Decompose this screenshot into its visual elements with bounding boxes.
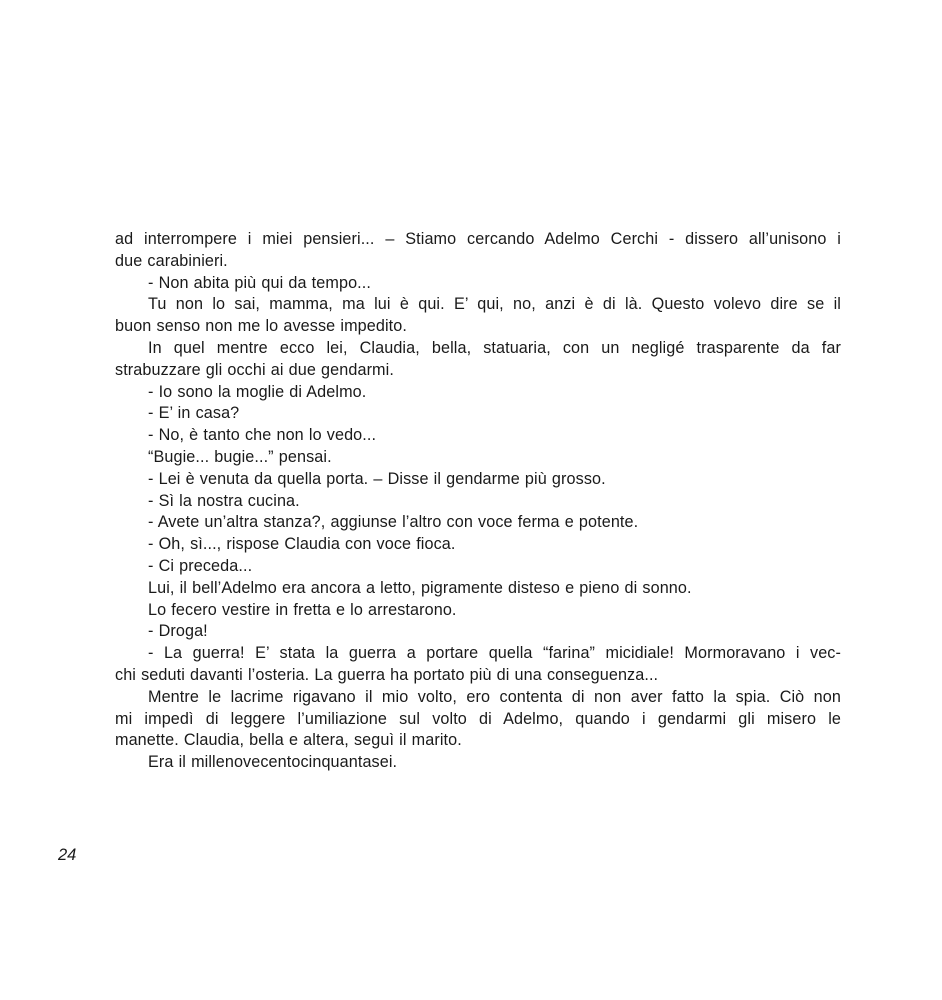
text-line: - Oh, sì..., rispose Claudia con voce fioca.: [148, 535, 456, 554]
text-line: Tu non lo sai, mamma, ma lui è qui. E’ qui, no, anzi è di là. Questo volevo dire se il: [148, 295, 841, 314]
text-line: - No, è tanto che non lo vedo...: [148, 426, 377, 445]
text-line: Mentre le lacrime rigavano il mio volto, ero contenta di non aver fatto la spia. Ciò non: [148, 687, 841, 706]
text-line: - Sì la nostra cucina.: [148, 491, 300, 510]
text-line: - La guerra! E’ stata la guerra a portare quella “farina” micidiale! Mormoravano i vec-: [148, 644, 841, 663]
text-line: - Lei è venuta da quella porta. – Disse il gendarme più grosso.: [148, 469, 606, 488]
text-line: - Ci preceda...: [148, 556, 253, 575]
page-number: 24: [58, 846, 77, 864]
text-line: ad interrompere i miei pensieri... – Stiamo cercando Adelmo Cerchi - dissero all’unisono i: [115, 230, 841, 248]
text-line: Lo fecero vestire in fretta e lo arrestarono.: [148, 600, 457, 619]
text-line: Era il millenovecentocinquantasei.: [148, 753, 398, 772]
text-line: - Non abita più qui da tempo...: [148, 273, 371, 292]
text-line: Lui, il bell’Adelmo era ancora a letto, pigramente disteso e pieno di sonno.: [148, 578, 692, 597]
text-line: due carabinieri.: [115, 251, 228, 270]
text-line: - Io sono la moglie di Adelmo.: [148, 382, 367, 401]
page-text: [115, 229, 841, 774]
text-line: - Droga!: [148, 622, 208, 641]
text-line: buon senso non me lo avesse impedito.: [115, 317, 407, 336]
text-line: - E’ in casa?: [148, 404, 240, 423]
text-line: - Avete un’altra stanza?, aggiunse l’altro con voce ferma e potente.: [148, 513, 639, 532]
text-line: chi seduti davanti l’osteria. La guerra ha portato più di una conseguenza...: [115, 665, 659, 684]
text-line: mi impedì di leggere l’umiliazione sul volto di Adelmo, quando i gendarmi gli misero le: [115, 709, 841, 728]
text-line: In quel mentre ecco lei, Claudia, bella, statuaria, con un negligé trasparente da far: [148, 338, 841, 357]
text-line: “Bugie... bugie...” pensai.: [148, 447, 332, 466]
text-line: strabuzzare gli occhi ai due gendarmi.: [115, 360, 394, 379]
text-line: manette. Claudia, bella e altera, seguì il marito.: [115, 731, 462, 750]
